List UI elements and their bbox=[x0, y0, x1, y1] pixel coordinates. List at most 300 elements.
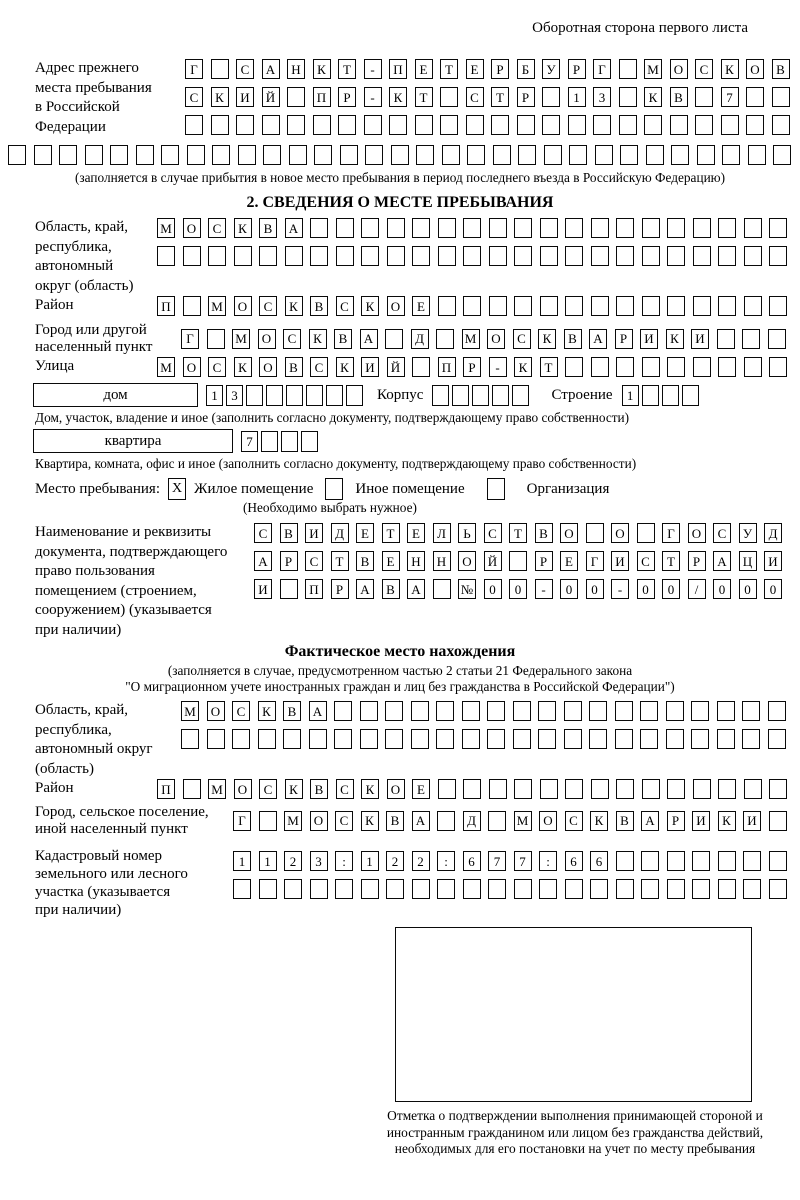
char-box[interactable] bbox=[718, 246, 736, 266]
char-box[interactable]: № bbox=[458, 579, 476, 599]
char-box[interactable] bbox=[286, 385, 303, 406]
char-box[interactable] bbox=[463, 879, 481, 899]
char-box[interactable] bbox=[769, 296, 787, 316]
char-box[interactable] bbox=[472, 385, 489, 406]
char-box[interactable]: В bbox=[564, 329, 582, 349]
char-box[interactable]: - bbox=[489, 357, 507, 377]
char-box[interactable] bbox=[682, 385, 699, 406]
char-box[interactable] bbox=[544, 145, 562, 165]
char-box[interactable] bbox=[110, 145, 128, 165]
char-box[interactable] bbox=[512, 385, 529, 406]
char-box[interactable] bbox=[744, 296, 762, 316]
char-box[interactable]: Б bbox=[517, 59, 535, 79]
char-box[interactable]: И bbox=[361, 357, 379, 377]
char-box[interactable] bbox=[463, 779, 481, 799]
char-box[interactable]: О bbox=[487, 329, 505, 349]
char-box[interactable]: Е bbox=[407, 523, 425, 543]
char-box[interactable]: С bbox=[185, 87, 203, 107]
char-box[interactable] bbox=[412, 879, 430, 899]
char-box[interactable]: В bbox=[283, 701, 301, 721]
char-box[interactable]: С bbox=[637, 551, 655, 571]
char-box[interactable]: К bbox=[514, 357, 532, 377]
char-box[interactable] bbox=[493, 145, 511, 165]
char-box[interactable] bbox=[616, 779, 634, 799]
char-box[interactable] bbox=[637, 523, 655, 543]
char-box[interactable]: Т bbox=[331, 551, 349, 571]
char-box[interactable]: Т bbox=[540, 357, 558, 377]
char-box[interactable] bbox=[412, 357, 430, 377]
char-box[interactable] bbox=[436, 729, 454, 749]
char-box[interactable] bbox=[591, 218, 609, 238]
char-box[interactable] bbox=[489, 779, 507, 799]
char-box[interactable] bbox=[438, 779, 456, 799]
char-box[interactable]: С bbox=[283, 329, 301, 349]
char-box[interactable]: О bbox=[688, 523, 706, 543]
stay-type-checkbox-organization[interactable] bbox=[487, 478, 505, 500]
char-box[interactable]: О bbox=[234, 296, 252, 316]
char-box[interactable] bbox=[616, 296, 634, 316]
char-box[interactable]: 1 bbox=[361, 851, 379, 871]
char-box[interactable]: М bbox=[232, 329, 250, 349]
char-box[interactable] bbox=[540, 246, 558, 266]
char-box[interactable]: О bbox=[183, 218, 201, 238]
char-box[interactable]: Г bbox=[586, 551, 604, 571]
char-box[interactable] bbox=[615, 729, 633, 749]
char-box[interactable] bbox=[722, 145, 740, 165]
char-box[interactable]: А bbox=[360, 329, 378, 349]
stay-type-checkbox-other[interactable] bbox=[325, 478, 343, 500]
char-box[interactable] bbox=[452, 385, 469, 406]
char-box[interactable] bbox=[266, 385, 283, 406]
char-box[interactable]: Д bbox=[411, 329, 429, 349]
char-box[interactable] bbox=[616, 246, 634, 266]
char-box[interactable]: Д bbox=[764, 523, 782, 543]
char-box[interactable] bbox=[616, 357, 634, 377]
char-box[interactable]: 0 bbox=[662, 579, 680, 599]
char-box[interactable] bbox=[386, 879, 404, 899]
char-box[interactable] bbox=[769, 218, 787, 238]
char-box[interactable]: Р bbox=[331, 579, 349, 599]
char-box[interactable] bbox=[565, 218, 583, 238]
char-box[interactable]: - bbox=[611, 579, 629, 599]
char-box[interactable] bbox=[642, 246, 660, 266]
char-box[interactable] bbox=[569, 145, 587, 165]
char-box[interactable]: П bbox=[389, 59, 407, 79]
char-box[interactable]: В bbox=[310, 296, 328, 316]
char-box[interactable] bbox=[718, 879, 736, 899]
char-box[interactable] bbox=[261, 431, 278, 452]
char-box[interactable] bbox=[646, 145, 664, 165]
char-box[interactable] bbox=[539, 879, 557, 899]
char-box[interactable] bbox=[514, 296, 532, 316]
char-box[interactable]: К bbox=[258, 701, 276, 721]
char-box[interactable] bbox=[509, 551, 527, 571]
char-box[interactable]: А bbox=[412, 811, 430, 831]
char-box[interactable] bbox=[565, 246, 583, 266]
char-box[interactable] bbox=[389, 115, 407, 135]
char-box[interactable]: К bbox=[721, 59, 739, 79]
char-box[interactable] bbox=[487, 729, 505, 749]
char-box[interactable]: Р bbox=[517, 87, 535, 107]
char-box[interactable]: В bbox=[386, 811, 404, 831]
char-box[interactable]: П bbox=[157, 779, 175, 799]
char-box[interactable] bbox=[642, 218, 660, 238]
char-box[interactable] bbox=[542, 87, 560, 107]
char-box[interactable]: Н bbox=[433, 551, 451, 571]
char-box[interactable]: О bbox=[611, 523, 629, 543]
char-box[interactable]: Ь bbox=[458, 523, 476, 543]
char-box[interactable]: С bbox=[310, 357, 328, 377]
char-box[interactable]: 0 bbox=[484, 579, 502, 599]
char-box[interactable]: 7 bbox=[514, 851, 532, 871]
char-box[interactable] bbox=[183, 296, 201, 316]
char-box[interactable] bbox=[746, 87, 764, 107]
char-box[interactable] bbox=[565, 779, 583, 799]
char-box[interactable]: 0 bbox=[764, 579, 782, 599]
char-box[interactable]: Е bbox=[412, 779, 430, 799]
char-box[interactable]: 0 bbox=[586, 579, 604, 599]
char-box[interactable] bbox=[335, 879, 353, 899]
char-box[interactable] bbox=[361, 246, 379, 266]
char-box[interactable] bbox=[360, 701, 378, 721]
char-box[interactable]: О bbox=[560, 523, 578, 543]
char-box[interactable] bbox=[662, 385, 679, 406]
char-box[interactable]: О bbox=[670, 59, 688, 79]
char-box[interactable] bbox=[743, 851, 761, 871]
char-box[interactable] bbox=[280, 579, 298, 599]
char-box[interactable] bbox=[718, 357, 736, 377]
char-box[interactable]: И bbox=[254, 579, 272, 599]
char-box[interactable] bbox=[346, 385, 363, 406]
char-box[interactable] bbox=[183, 246, 201, 266]
char-box[interactable]: 1 bbox=[259, 851, 277, 871]
char-box[interactable]: О bbox=[259, 357, 277, 377]
char-box[interactable] bbox=[233, 879, 251, 899]
char-box[interactable]: А bbox=[254, 551, 272, 571]
char-box[interactable]: : bbox=[539, 851, 557, 871]
char-box[interactable] bbox=[489, 218, 507, 238]
char-box[interactable] bbox=[466, 115, 484, 135]
char-box[interactable] bbox=[619, 115, 637, 135]
char-box[interactable]: В bbox=[280, 523, 298, 543]
char-box[interactable] bbox=[772, 87, 790, 107]
char-box[interactable] bbox=[591, 779, 609, 799]
char-box[interactable] bbox=[281, 431, 298, 452]
char-box[interactable]: 0 bbox=[713, 579, 731, 599]
char-box[interactable]: С bbox=[208, 357, 226, 377]
char-box[interactable]: Р bbox=[615, 329, 633, 349]
char-box[interactable]: П bbox=[438, 357, 456, 377]
char-box[interactable] bbox=[391, 145, 409, 165]
char-box[interactable] bbox=[287, 87, 305, 107]
char-box[interactable] bbox=[238, 145, 256, 165]
char-box[interactable]: : bbox=[437, 851, 455, 871]
char-box[interactable]: Е bbox=[415, 59, 433, 79]
char-box[interactable]: Д bbox=[463, 811, 481, 831]
char-box[interactable] bbox=[488, 811, 506, 831]
char-box[interactable] bbox=[412, 218, 430, 238]
char-box[interactable] bbox=[432, 385, 449, 406]
char-box[interactable]: С bbox=[713, 523, 731, 543]
char-box[interactable]: К bbox=[590, 811, 608, 831]
char-box[interactable] bbox=[666, 729, 684, 749]
char-box[interactable]: А bbox=[262, 59, 280, 79]
char-box[interactable] bbox=[314, 145, 332, 165]
char-box[interactable]: 3 bbox=[310, 851, 328, 871]
char-box[interactable]: 0 bbox=[560, 579, 578, 599]
char-box[interactable]: О bbox=[387, 296, 405, 316]
char-box[interactable] bbox=[540, 296, 558, 316]
char-box[interactable] bbox=[287, 115, 305, 135]
char-box[interactable] bbox=[514, 879, 532, 899]
char-box[interactable] bbox=[211, 115, 229, 135]
char-box[interactable] bbox=[593, 115, 611, 135]
char-box[interactable]: Р bbox=[338, 87, 356, 107]
char-box[interactable] bbox=[467, 145, 485, 165]
char-box[interactable] bbox=[667, 246, 685, 266]
char-box[interactable] bbox=[361, 218, 379, 238]
char-box[interactable] bbox=[440, 115, 458, 135]
char-box[interactable] bbox=[667, 357, 685, 377]
char-box[interactable] bbox=[769, 811, 787, 831]
char-box[interactable] bbox=[667, 218, 685, 238]
char-box[interactable] bbox=[667, 779, 685, 799]
char-box[interactable]: В bbox=[772, 59, 790, 79]
char-box[interactable] bbox=[670, 115, 688, 135]
char-box[interactable]: К bbox=[313, 59, 331, 79]
char-box[interactable] bbox=[463, 246, 481, 266]
char-box[interactable] bbox=[769, 879, 787, 899]
char-box[interactable]: Р bbox=[491, 59, 509, 79]
char-box[interactable] bbox=[591, 246, 609, 266]
char-box[interactable]: П bbox=[305, 579, 323, 599]
char-box[interactable]: М bbox=[462, 329, 480, 349]
char-box[interactable] bbox=[768, 329, 786, 349]
char-box[interactable] bbox=[326, 385, 343, 406]
char-box[interactable]: М bbox=[157, 357, 175, 377]
char-box[interactable]: Г bbox=[233, 811, 251, 831]
char-box[interactable]: : bbox=[335, 851, 353, 871]
char-box[interactable] bbox=[568, 115, 586, 135]
char-box[interactable]: В bbox=[535, 523, 553, 543]
char-box[interactable]: Р bbox=[688, 551, 706, 571]
char-box[interactable] bbox=[246, 385, 263, 406]
char-box[interactable] bbox=[691, 729, 709, 749]
char-box[interactable] bbox=[492, 385, 509, 406]
char-box[interactable] bbox=[769, 851, 787, 871]
char-box[interactable]: К bbox=[234, 357, 252, 377]
char-box[interactable] bbox=[411, 701, 429, 721]
char-box[interactable]: И bbox=[305, 523, 323, 543]
char-box[interactable]: Е bbox=[356, 523, 374, 543]
char-box[interactable]: И bbox=[743, 811, 761, 831]
char-box[interactable] bbox=[744, 779, 762, 799]
char-box[interactable] bbox=[310, 879, 328, 899]
char-box[interactable]: М bbox=[181, 701, 199, 721]
char-box[interactable]: 7 bbox=[241, 431, 258, 452]
char-box[interactable]: О bbox=[207, 701, 225, 721]
char-box[interactable]: К bbox=[336, 357, 354, 377]
char-box[interactable]: С bbox=[259, 779, 277, 799]
char-box[interactable] bbox=[360, 729, 378, 749]
char-box[interactable] bbox=[488, 879, 506, 899]
char-box[interactable]: О bbox=[234, 779, 252, 799]
char-box[interactable] bbox=[340, 145, 358, 165]
char-box[interactable] bbox=[748, 145, 766, 165]
char-box[interactable]: К bbox=[285, 296, 303, 316]
char-box[interactable] bbox=[387, 246, 405, 266]
char-box[interactable] bbox=[183, 779, 201, 799]
char-box[interactable] bbox=[564, 701, 582, 721]
char-box[interactable]: В bbox=[259, 218, 277, 238]
char-box[interactable] bbox=[262, 115, 280, 135]
char-box[interactable]: Т bbox=[440, 59, 458, 79]
char-box[interactable] bbox=[769, 357, 787, 377]
char-box[interactable]: Л bbox=[433, 523, 451, 543]
char-box[interactable] bbox=[436, 701, 454, 721]
char-box[interactable]: К bbox=[644, 87, 662, 107]
char-box[interactable] bbox=[283, 729, 301, 749]
char-box[interactable] bbox=[385, 329, 403, 349]
char-box[interactable]: Т bbox=[491, 87, 509, 107]
char-box[interactable] bbox=[338, 115, 356, 135]
char-box[interactable] bbox=[334, 729, 352, 749]
char-box[interactable]: Е bbox=[466, 59, 484, 79]
char-box[interactable]: Р bbox=[667, 811, 685, 831]
char-box[interactable] bbox=[615, 701, 633, 721]
char-box[interactable] bbox=[773, 145, 791, 165]
char-box[interactable] bbox=[491, 115, 509, 135]
char-box[interactable]: К bbox=[361, 779, 379, 799]
char-box[interactable]: С bbox=[208, 218, 226, 238]
char-box[interactable] bbox=[718, 779, 736, 799]
char-box[interactable] bbox=[542, 115, 560, 135]
char-box[interactable] bbox=[692, 851, 710, 871]
char-box[interactable]: И bbox=[611, 551, 629, 571]
char-box[interactable] bbox=[768, 729, 786, 749]
char-box[interactable] bbox=[212, 145, 230, 165]
char-box[interactable] bbox=[207, 729, 225, 749]
char-box[interactable] bbox=[513, 729, 531, 749]
char-box[interactable] bbox=[412, 246, 430, 266]
char-box[interactable]: И bbox=[640, 329, 658, 349]
char-box[interactable]: С bbox=[695, 59, 713, 79]
char-box[interactable]: Р bbox=[535, 551, 553, 571]
char-box[interactable] bbox=[437, 811, 455, 831]
char-box[interactable]: 0 bbox=[637, 579, 655, 599]
char-box[interactable] bbox=[513, 701, 531, 721]
char-box[interactable]: С bbox=[466, 87, 484, 107]
char-box[interactable] bbox=[185, 115, 203, 135]
char-box[interactable]: К bbox=[389, 87, 407, 107]
char-box[interactable] bbox=[364, 115, 382, 135]
char-box[interactable] bbox=[742, 729, 760, 749]
char-box[interactable] bbox=[744, 218, 762, 238]
char-box[interactable]: С bbox=[305, 551, 323, 571]
char-box[interactable]: С bbox=[336, 296, 354, 316]
char-box[interactable]: 2 bbox=[284, 851, 302, 871]
char-box[interactable] bbox=[540, 218, 558, 238]
char-box[interactable]: / bbox=[688, 579, 706, 599]
char-box[interactable] bbox=[259, 246, 277, 266]
char-box[interactable]: А bbox=[407, 579, 425, 599]
char-box[interactable]: У bbox=[739, 523, 757, 543]
char-box[interactable] bbox=[211, 59, 229, 79]
char-box[interactable]: 6 bbox=[463, 851, 481, 871]
char-box[interactable]: Г bbox=[662, 523, 680, 543]
char-box[interactable]: 1 bbox=[568, 87, 586, 107]
char-box[interactable]: Д bbox=[331, 523, 349, 543]
char-box[interactable]: М bbox=[208, 296, 226, 316]
char-box[interactable]: Т bbox=[382, 523, 400, 543]
char-box[interactable] bbox=[695, 115, 713, 135]
char-box[interactable] bbox=[666, 701, 684, 721]
char-box[interactable] bbox=[640, 729, 658, 749]
char-box[interactable]: С bbox=[565, 811, 583, 831]
char-box[interactable] bbox=[642, 779, 660, 799]
char-box[interactable] bbox=[285, 246, 303, 266]
char-box[interactable] bbox=[336, 246, 354, 266]
char-box[interactable] bbox=[263, 145, 281, 165]
char-box[interactable] bbox=[693, 779, 711, 799]
char-box[interactable]: О bbox=[258, 329, 276, 349]
char-box[interactable] bbox=[259, 879, 277, 899]
char-box[interactable]: С bbox=[232, 701, 250, 721]
char-box[interactable] bbox=[641, 879, 659, 899]
char-box[interactable] bbox=[616, 879, 634, 899]
char-box[interactable] bbox=[744, 246, 762, 266]
char-box[interactable] bbox=[518, 145, 536, 165]
char-box[interactable]: Й bbox=[262, 87, 280, 107]
char-box[interactable] bbox=[232, 729, 250, 749]
char-box[interactable] bbox=[361, 879, 379, 899]
char-box[interactable]: У bbox=[542, 59, 560, 79]
char-box[interactable]: С bbox=[484, 523, 502, 543]
char-box[interactable] bbox=[642, 357, 660, 377]
char-box[interactable]: К bbox=[285, 779, 303, 799]
char-box[interactable] bbox=[565, 357, 583, 377]
char-box[interactable]: 0 bbox=[509, 579, 527, 599]
char-box[interactable]: 7 bbox=[721, 87, 739, 107]
char-box[interactable]: К bbox=[211, 87, 229, 107]
char-box[interactable] bbox=[769, 246, 787, 266]
char-box[interactable] bbox=[697, 145, 715, 165]
char-box[interactable]: Т bbox=[415, 87, 433, 107]
char-box[interactable]: В bbox=[382, 579, 400, 599]
char-box[interactable]: К bbox=[538, 329, 556, 349]
char-box[interactable]: Н bbox=[287, 59, 305, 79]
char-box[interactable]: 2 bbox=[386, 851, 404, 871]
char-box[interactable] bbox=[746, 115, 764, 135]
char-box[interactable]: 3 bbox=[593, 87, 611, 107]
char-box[interactable] bbox=[436, 329, 454, 349]
char-box[interactable] bbox=[620, 145, 638, 165]
char-box[interactable]: 1 bbox=[622, 385, 639, 406]
char-box[interactable]: 6 bbox=[590, 851, 608, 871]
char-box[interactable]: Р bbox=[280, 551, 298, 571]
char-box[interactable] bbox=[514, 246, 532, 266]
char-box[interactable] bbox=[538, 729, 556, 749]
char-box[interactable] bbox=[387, 218, 405, 238]
char-box[interactable] bbox=[8, 145, 26, 165]
char-box[interactable] bbox=[236, 115, 254, 135]
char-box[interactable]: А bbox=[641, 811, 659, 831]
char-box[interactable]: - bbox=[364, 59, 382, 79]
char-box[interactable] bbox=[289, 145, 307, 165]
char-box[interactable] bbox=[440, 87, 458, 107]
char-box[interactable]: М bbox=[514, 811, 532, 831]
char-box[interactable] bbox=[742, 701, 760, 721]
